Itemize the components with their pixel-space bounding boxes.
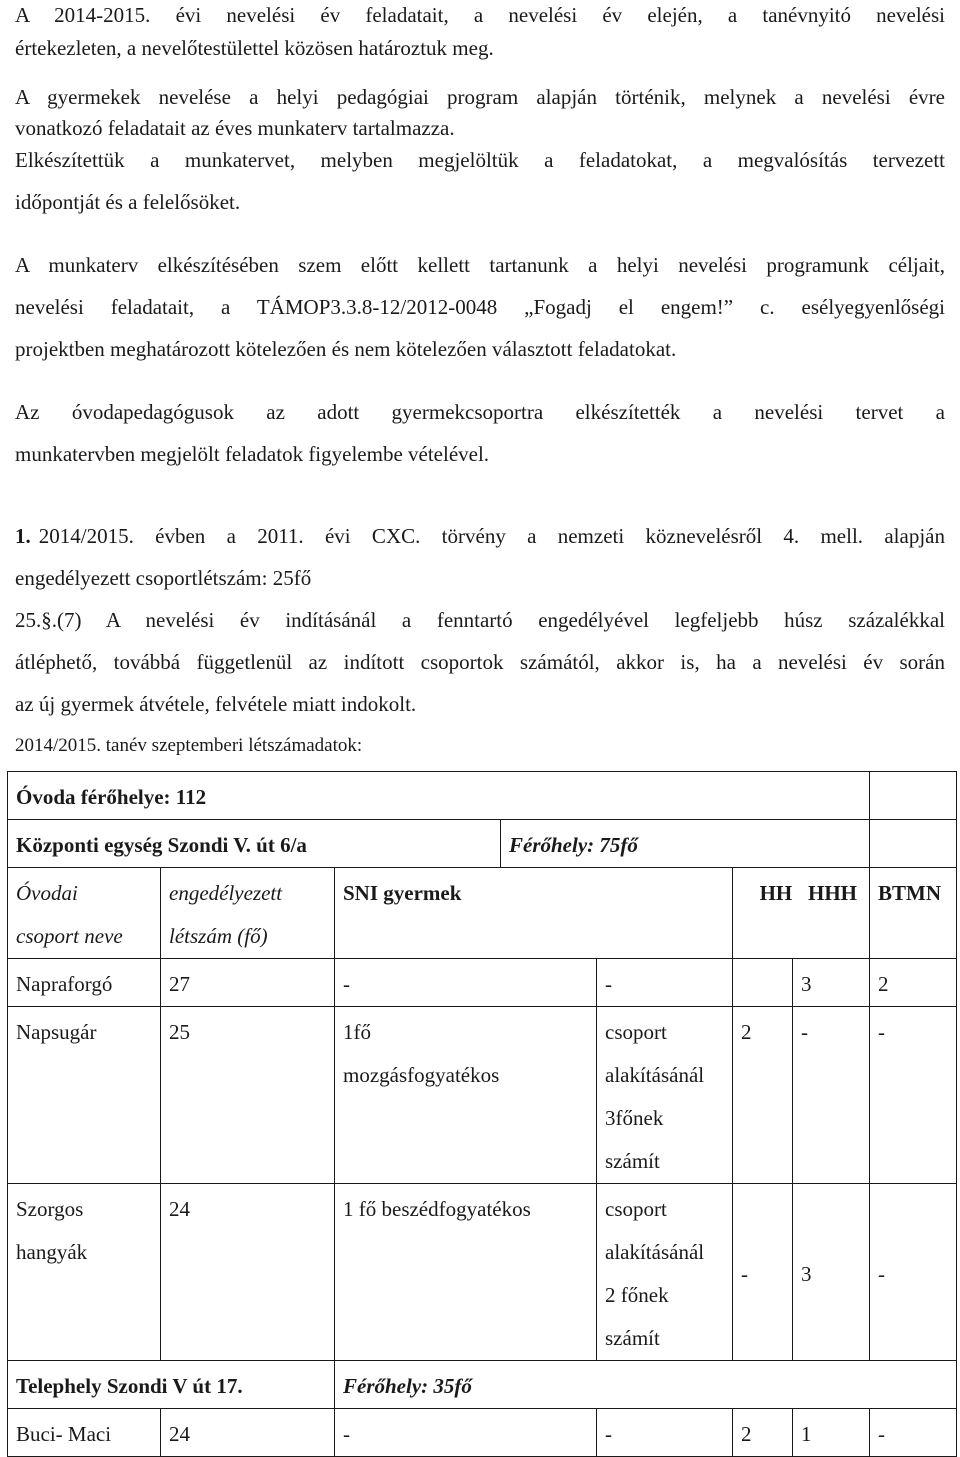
paragraph-5-line-1: Az óvodapedagógusok az adott gyermekcsoportra elkészítették a nevelési tervet a — [15, 400, 945, 424]
paragraph-6-text: 2014/2015. évben a 2011. évi CXC. törvény a nemzeti köznevelésről 4. mell. alapján — [38, 524, 945, 548]
kindergarten-capacity: Óvoda férőhelye: 112 — [8, 772, 870, 820]
paragraph-2-line-1: A gyermekek nevelése a helyi pedagógiai program alapján történik, melynek a nevelési évre — [15, 85, 945, 109]
empty-cell — [870, 772, 957, 820]
table-row — [8, 1007, 957, 1184]
row-group-name: Napraforgó — [8, 959, 161, 1007]
row-sni: 1 fő beszédfogyatékos — [335, 1184, 597, 1361]
row-hh: 2 — [733, 1007, 793, 1184]
row-hh — [733, 959, 793, 1007]
row-hhh: - — [793, 1007, 870, 1184]
unit2-name: Telephely Szondi V út 17. — [8, 1361, 335, 1409]
paragraph-7-line-2: átléphető, továbbá függetlenül az indított csoportok számától, akkor is, ha a nevelési év során — [15, 650, 945, 674]
table-row — [8, 959, 957, 1007]
paragraph-2-line-2: vonatkozó feladatait az éves munkaterv tartalmazza. — [15, 116, 455, 140]
row-note: - — [597, 1409, 733, 1457]
row-note: csoport alakításánál 3főnek számít — [597, 1007, 733, 1184]
paragraph-7-line-3: az új gyermek átvétele, felvétele miatt indokolt. — [15, 692, 417, 716]
header-group-name: Óvodai csoport neve — [8, 868, 161, 959]
row-count: 24 — [161, 1184, 335, 1361]
row-sni: - — [335, 959, 597, 1007]
unit2-capacity: Férőhely: 35fő — [335, 1361, 957, 1409]
row-group-name: Szorgos hangyák — [8, 1184, 161, 1361]
paragraph-1-line-2: értekezleten, a nevelőtestülettel közösen határoztuk meg. — [15, 36, 494, 60]
header-allowed-count: engedélyezett létszám (fő) — [161, 868, 335, 959]
row-group-name: Buci- Maci — [8, 1409, 161, 1457]
row-btmn: 2 — [870, 959, 957, 1007]
table-row-unit2 — [8, 1361, 957, 1409]
enrollment-table — [7, 771, 957, 1457]
row-note: - — [597, 959, 733, 1007]
row-btmn: - — [870, 1409, 957, 1457]
paragraph-6-line-2: engedélyezett csoportlétszám: 25fő — [15, 566, 312, 590]
row-sni: - — [335, 1409, 597, 1457]
paragraph-5-line-2: munkatervben megjelölt feladatok figyelembe vételével. — [15, 442, 490, 466]
row-hhh: 1 — [793, 1409, 870, 1457]
header-sni: SNI gyermek — [335, 868, 733, 959]
paragraph-7-line-1: 25.§.(7) A nevelési év indításánál a fenntartó engedélyével legfeljebb húsz százalékkal — [15, 608, 945, 632]
paragraph-3-line-2: időpontját és a felelősöket. — [15, 190, 241, 214]
header-hh-label: HH — [759, 881, 793, 905]
paragraph-3-line-1: Elkészítettük a munkatervet, melyben megjelöltük a feladatokat, a megvalósítás tervezett — [15, 148, 945, 172]
row-btmn: - — [870, 1007, 957, 1184]
paragraph-4-line-2: nevelési feladatait, a TÁMOP3.3.8-12/2012-0048 „Fogadj el engem!” c. esélyegyenlőségi — [15, 295, 945, 319]
row-count: 24 — [161, 1409, 335, 1457]
row-count: 27 — [161, 959, 335, 1007]
header-hh — [733, 868, 870, 959]
row-note: csoport alakításánál 2 főnek számít — [597, 1184, 733, 1361]
empty-cell — [870, 820, 957, 868]
table-row — [8, 1409, 957, 1457]
row-hh: - — [733, 1184, 793, 1361]
paragraph-4-line-3: projektben meghatározott kötelezően és nem kötelezően választott feladatokat. — [15, 337, 677, 361]
row-hh: 2 — [733, 1409, 793, 1457]
unit1-name: Központi egység Szondi V. út 6/a — [8, 820, 501, 868]
row-group-name: Napsugár — [8, 1007, 161, 1184]
header-btmn: BTMN — [870, 868, 957, 959]
table-header-row — [8, 868, 957, 959]
row-btmn: - — [870, 1184, 957, 1361]
row-sni: 1fő mozgásfogyatékos — [335, 1007, 597, 1184]
paragraph-1-line-1: A 2014-2015. évi nevelési év feladatait, a nevelési év elején, a tanévnyitó nevelési — [15, 3, 945, 27]
table-row — [8, 1184, 957, 1361]
unit1-capacity: Férőhely: 75fő — [501, 820, 870, 868]
row-hhh: 3 — [793, 959, 870, 1007]
header-hhh-label: HHH — [808, 881, 858, 905]
table-row-capacity — [8, 772, 957, 820]
list-number: 1. — [15, 524, 31, 548]
stats-heading: 2014/2015. tanév szeptemberi létszámadatok: — [15, 735, 363, 756]
row-hhh: 3 — [793, 1184, 870, 1361]
table-row-unit1 — [8, 820, 957, 868]
paragraph-6-line-1 — [15, 524, 945, 549]
paragraph-4-line-1: A munkaterv elkészítésében szem előtt kellett tartanunk a helyi nevelési programunk céljait, — [15, 253, 945, 277]
row-count: 25 — [161, 1007, 335, 1184]
